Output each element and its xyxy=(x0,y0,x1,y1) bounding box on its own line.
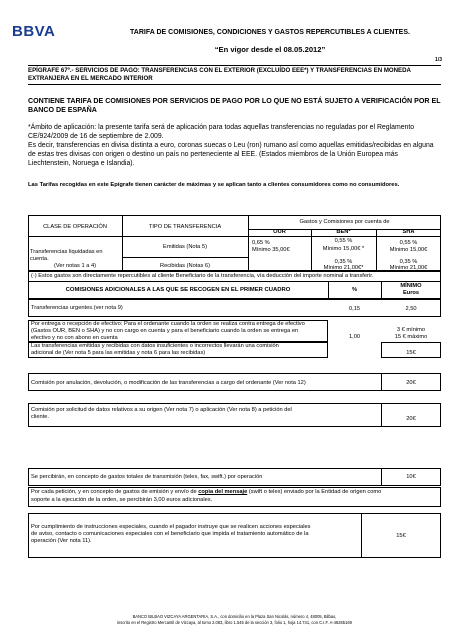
page-number: 1/3 xyxy=(435,57,442,63)
type-emitidas: Emitidas (Nota 5) xyxy=(163,244,207,250)
recibidas-sha-min: Mínimo 21,00€ xyxy=(389,265,428,271)
cash-min: 3 € mínimo xyxy=(396,327,426,333)
divider xyxy=(28,84,441,85)
additional-title: COMISIONES ADICIONALES A LAS QUE SE RECOGEN EN EL PRIMER CUADRO xyxy=(65,287,291,293)
request-min: 20€ xyxy=(406,416,416,422)
epigrafe-title: EPÍGRAFE 67º.- SERVICIOS DE PAGO: TRANSFERENCIAS CON EL EXTERIOR (EXCLUÍDO EEE*) Y TRANSFERENCIAS EN MONEDA EXTRANJERA EN EL MERCADO INTERIOR xyxy=(28,67,411,82)
header-pct: % xyxy=(351,287,358,293)
special-line-3: operación (Ver nota 11). xyxy=(31,538,92,544)
header-our: OUR xyxy=(273,229,286,235)
recibidas-sha-pct: 0,35 % xyxy=(399,259,418,265)
special-min: 15€ xyxy=(396,533,406,539)
header-clase-operacion: CLASE DE OPERACIÓN xyxy=(43,224,107,230)
col-divider xyxy=(381,403,382,427)
footer-line-1: BANCO BILBAO VIZCAYA ARGENTARIA, S.A., con domicilio en la Plaza San Nicolás, número 4, 48005, Bilbao, xyxy=(132,614,337,619)
copy-text-b: (swift o telex) enviado por la Entidad de origen como xyxy=(247,489,382,495)
operation-notes: (Ver notas 1 a 4) xyxy=(53,263,97,269)
cash-max: 15 € máximo xyxy=(394,334,428,340)
cancel-label: Comisión por anulación, devolución, o modificación de las transferencias a cargo del ordenante (Ver nota 12) xyxy=(31,380,306,386)
header-min-2: Euros xyxy=(402,290,420,296)
recibidas-ben-pct: 0,35 % xyxy=(334,259,353,265)
urgent-label: Transferencias urgentes.(ver nota 9) xyxy=(31,305,123,311)
footer xyxy=(28,614,441,626)
row-divider xyxy=(248,236,441,237)
emitidas-our-min: Mínimo 35,00€ xyxy=(252,247,290,253)
header-gastos: Gastos y Comisiones por cuenta de xyxy=(299,219,390,225)
operation-label: Transferencias liquidadas en cuenta. xyxy=(30,249,103,262)
cash-pct: 1,00 xyxy=(348,334,361,340)
urgent-min: 2,50 xyxy=(405,306,417,312)
emitidas-ben-pct: 0,55 % xyxy=(334,238,353,244)
bbva-logo: BBVA xyxy=(12,23,56,40)
insufficient-data-line-2: adicional de (Ver nota 5 para las emitidas y nota 6 para las recibidas) xyxy=(31,350,206,356)
copy-line-2: soporte a la ejecución de la orden, se percibirán 3,00 euros adicionales. xyxy=(31,497,213,503)
divider xyxy=(28,65,441,66)
transmission-min: 10€ xyxy=(406,474,416,480)
copy-text-underlined: copia del mensaje xyxy=(198,489,248,495)
request-line-2: cliente. xyxy=(31,414,50,420)
emitidas-sha-pct: 0,55 % xyxy=(399,240,418,246)
scope-paragraph-2: Es decir, transferencias en divisa distinta a euro, coronas suecas o Leu (ron) rumano así como aquellas emitidas/recibidas en alguna de estas tres divisas con origen o destino un país no perteneciente al EEE. (Estados miembros de la Unión Europea más Liechtenstein, Noruega e Islandia). xyxy=(28,142,434,168)
special-line-2: de aviso, contacto o comunicaciones especiales con el beneficiario que impida el tratamiento automático de la xyxy=(31,531,309,537)
footer-line-2: inscrito en el Registro Mercantil de Vizcaya, al tomo 2.083, libro 1.545 de la sección 3, folio 1, hoja 14.741, con C.I.F. A-48265169 xyxy=(117,620,352,625)
copy-text-a: Por cada petición, y en concepto de gastos de emisión y envío de xyxy=(31,489,199,495)
scope-heading: CONTIENE TARIFA DE COMISIONES POR SERVICIOS DE PAGO POR LO QUE NO ESTÁ SUJETO A VERIFICACIÓN POR EL BANCO DE ESPAÑA xyxy=(28,97,441,114)
scope-paragraph-1: *Ámbito de aplicación: la presente tarifa será de aplicación para todas aquellas transferencias no reguladas por el Reglamento CE/924/2009 de 16 de septiembre de 2.009. xyxy=(28,124,415,141)
footnote: (·) Estos gastos son directamente repercutibles al cliente Beneficiario de la transferencia, vía deducción del importe nominal a transferir. xyxy=(31,273,374,279)
type-recibidas: Recibidas (Notas 6) xyxy=(160,263,210,269)
row-divider xyxy=(28,236,248,237)
cash-line-3: efectivo y no con abono en cuenta xyxy=(31,335,118,341)
emitidas-ben-min: Mínimo 15,00€ * xyxy=(322,246,365,252)
recibidas-ben-min: Mínimo 21,00€* xyxy=(323,265,364,271)
transmission-label: Se percibirán, en concepto de gastos totales de transmisión (telex, fax, swift.) por operación xyxy=(31,474,263,480)
copy-line-1 xyxy=(31,489,439,496)
header-tipo-transferencia: TIPO DE TRANSFERENCIA xyxy=(148,224,222,230)
emitidas-sha-min: Mínimo 15,00€ xyxy=(389,247,428,253)
emitidas-our-pct: 0,65 % xyxy=(252,240,270,246)
header-sha: SHA xyxy=(402,229,415,235)
urgent-pct: 0,15 xyxy=(348,306,361,312)
document-title: TARIFA DE COMISIONES, CONDICIONES Y GASTOS REPERCUTIBLES A CLIENTES. xyxy=(130,29,410,36)
cash-line-1: Por entrega o recepción de efectivo: Para el ordenante cuando la orden se realiza contra entrega de efectivo xyxy=(31,321,305,327)
insufficient-data-line-1: Las transferencias emitidas y recibidas con datos insuficientes o incorrectos llevarán una comisión xyxy=(31,343,279,349)
tariff-note: Las Tarifas recogidas en este Epígrafe tienen carácter de máximas y se aplican tanto a clientes consumidores como no consumidores. xyxy=(28,182,400,188)
header-min-1: MÍNIMO xyxy=(400,283,422,289)
header-ben: BEN* xyxy=(336,229,351,235)
insufficient-data-min: 15€ xyxy=(406,350,416,356)
cash-line-2: (Gastos OUR, BEN o SHA) y no con cargo en cuenta y para el beneficiario cuando la orden se entrega en xyxy=(31,328,299,334)
special-line-1: Por cumplimiento de instrucciones especiales, cuando el pagador instruye que se realicen acciones especiales xyxy=(31,524,311,530)
effective-date: “En vigor desde el 08.05.2012” xyxy=(214,45,326,54)
request-line-1: Comisión por solicitud de datos relativos a su origen (Ver nota 7) o aplicación (Ver nota 8) a petición del xyxy=(31,407,292,413)
scope-text xyxy=(28,123,441,168)
row-divider xyxy=(122,257,248,258)
cancel-min: 20€ xyxy=(406,380,416,386)
